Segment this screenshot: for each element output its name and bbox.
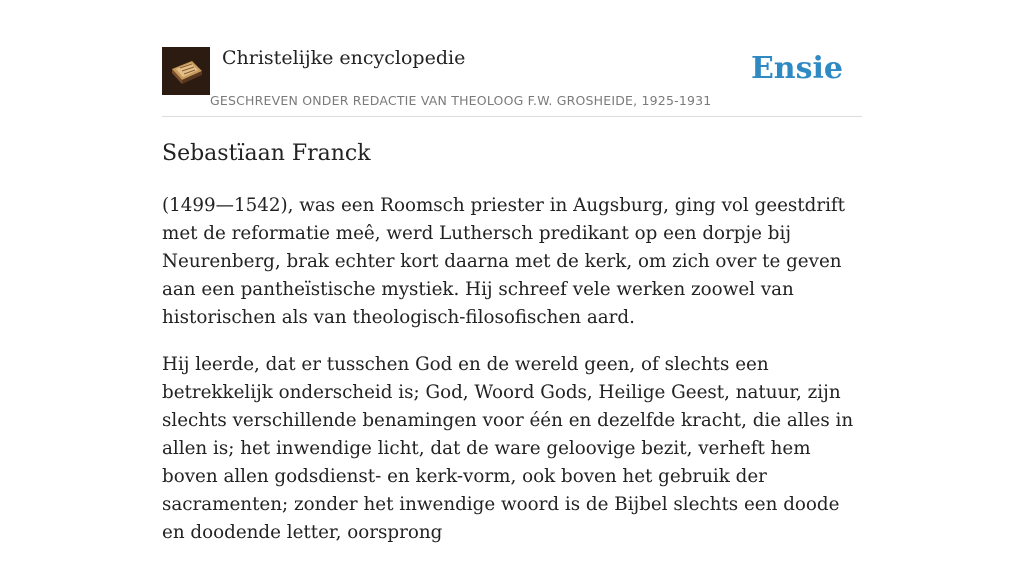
ensie-logo[interactable]: Ensie [750, 51, 843, 86]
article-paragraph: Hij leerde, dat er tusschen God en de wereld geen, of slechts een betrekkelijk onderscheid is; God, Woord Gods, Heilige Geest, natuur, zijn slechts verschillende benamingen voor één en dezelfde kracht, die alles in allen is; het inwendige licht, dat de ware geloovige bezit, verheft hem boven allen godsdienst- en kerk-vorm, ook boven het gebruik der sacramenten; zonder het inwendige woord is de Bijbel slechts een doode en doodende letter, oorsprong [162, 354, 854, 543]
article-body [162, 192, 862, 566]
book-cover-avatar[interactable] [162, 47, 210, 95]
book-title[interactable]: Christelijke encyclopedie [222, 47, 466, 69]
book-subtitle: GESCHREVEN ONDER REDACTIE VAN THEOLOOG F.W. GROSHEIDE, 1925-1931 [210, 93, 712, 108]
book-cover-image [162, 47, 210, 95]
article-title: Sebastïaan Franck [162, 141, 371, 166]
article-paragraph: (1499—1542), was een Roomsch priester in Augsburg, ging vol geestdrift met de reformatie meê, werd Luthersch predikant op een dorpje bij Neurenberg, brak echter kort daarna met de kerk, om zich over te geven aan een pantheïstische mystiek. Hij schreef vele werken zoowel van historischen als van theologisch-filosofischen aard. [162, 195, 846, 328]
site-header [162, 46, 862, 117]
